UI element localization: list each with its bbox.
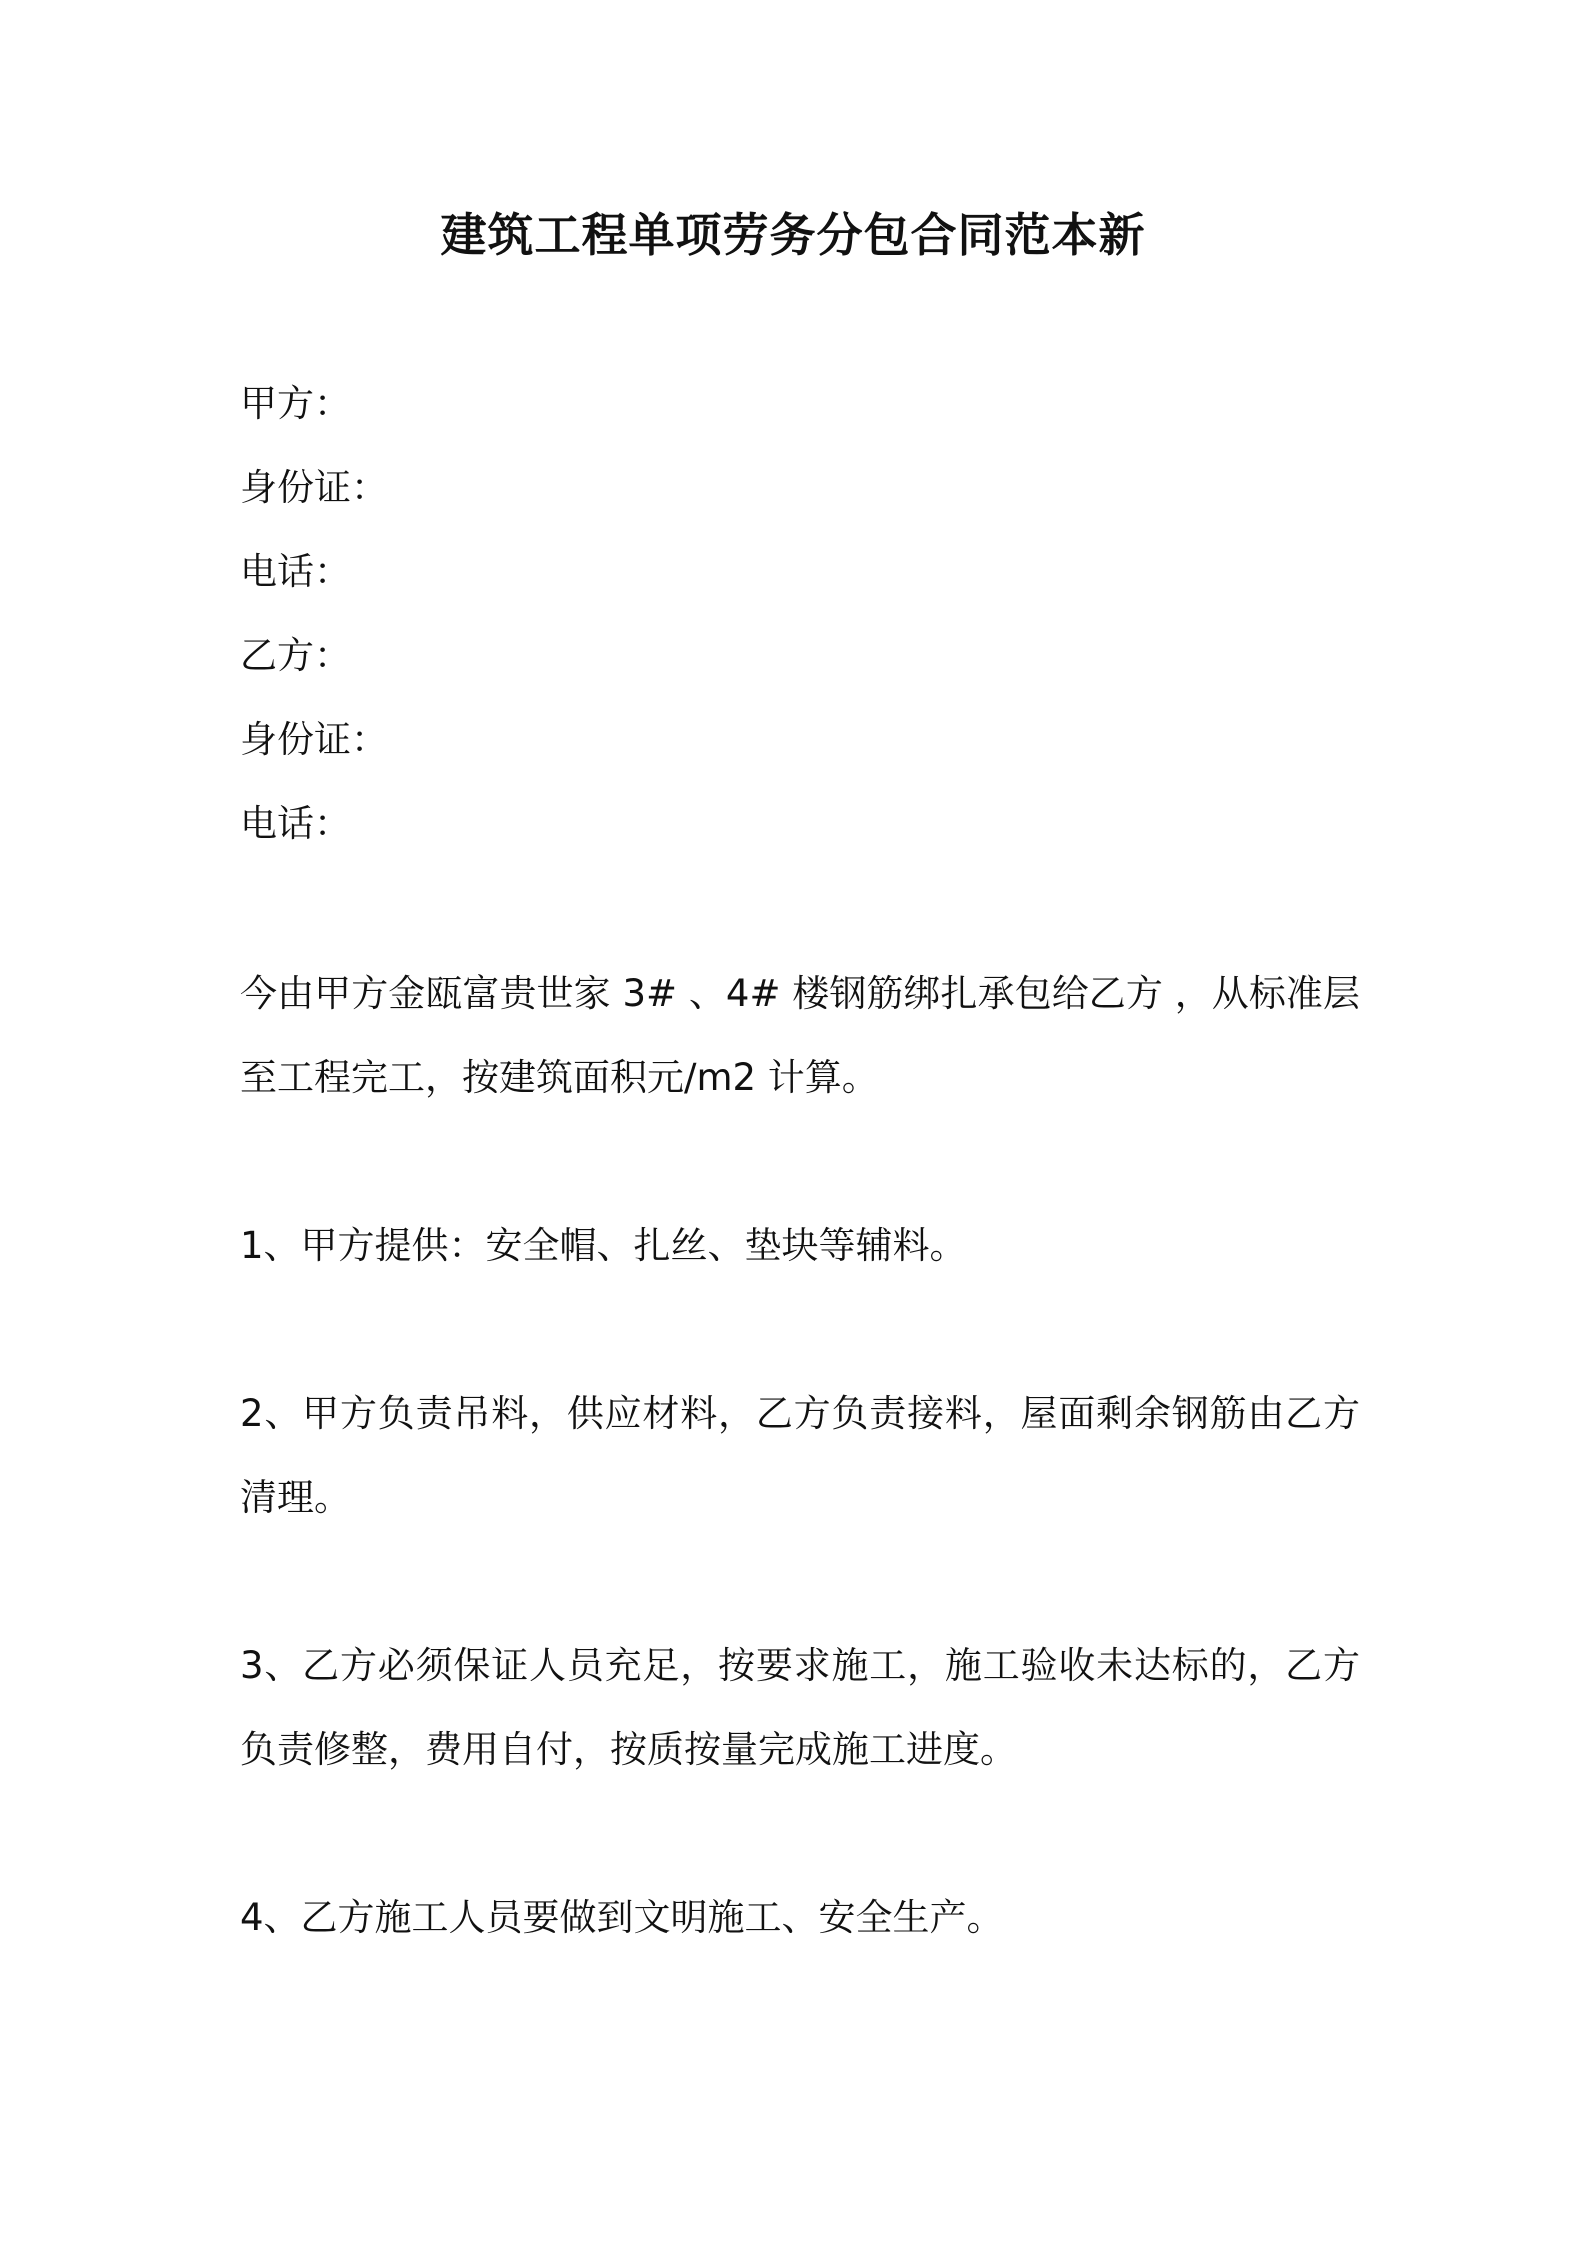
clause-1: 1、甲方提供：安全帽、扎丝、垫块等辅料。 [240, 1224, 967, 1267]
party-b-phone-label: 电话： [240, 802, 351, 845]
party-a-id-label: 身份证： [240, 466, 388, 509]
document-title: 建筑工程单项劳务分包合同范本新 [440, 208, 1146, 262]
party-a-label: 甲方： [240, 382, 351, 425]
clause-2: 2、甲方负责吊料，供应材料，乙方负责接料，屋面剩余钢筋由乙方清理。 [240, 1392, 1360, 1519]
clause-3: 3、乙方必须保证人员充足，按要求施工，施工验收未达标的，乙方负责修整，费用自付，按质按量完成施工进度。 [240, 1644, 1360, 1771]
intro-paragraph: 今由甲方金瓯富贵世家 3# 、4# 楼钢筋绑扎承包给乙方 ，从标准层至工程完工，按建筑面积元/m2 计算。 [240, 972, 1360, 1099]
clause-4: 4、乙方施工人员要做到文明施工、安全生产。 [240, 1896, 1004, 1939]
party-a-phone-label: 电话： [240, 550, 351, 593]
party-b-id-label: 身份证： [240, 718, 388, 761]
party-b-label: 乙方： [240, 634, 351, 677]
